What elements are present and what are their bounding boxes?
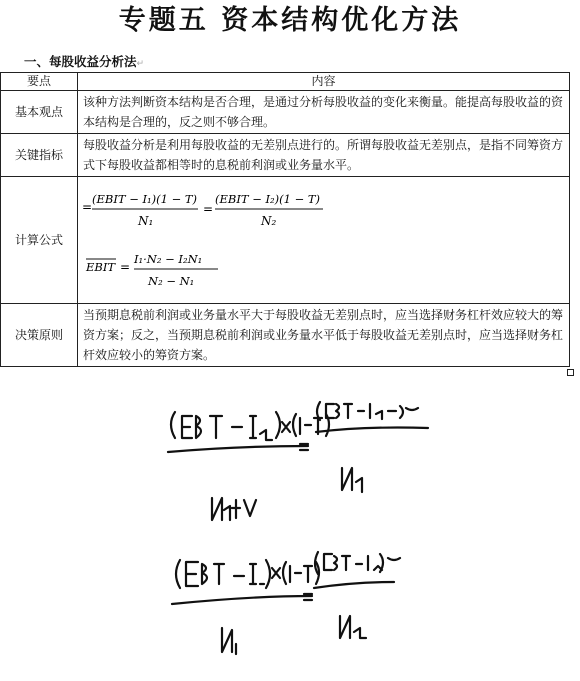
section-heading-text: 一、每股收益分析法 [24, 54, 137, 69]
row-key-key-indicator: 关键指标 [1, 134, 78, 177]
table-header-row [1, 73, 570, 91]
row-key-basic-view: 基本观点 [1, 91, 78, 134]
row-content-formula [78, 177, 570, 304]
header-key-cell: 要点 [1, 73, 78, 91]
formula1-rhs-denominator: N₂ [261, 214, 277, 228]
table-row [1, 304, 570, 367]
handwritten-notes [0, 380, 580, 681]
handwriting-drawing [0, 380, 580, 677]
formula2-numerator: I₁·N₂ − I₂N₁ [134, 252, 203, 266]
formula2-denominator: N₂ − N₁ [148, 274, 195, 288]
table-row [1, 177, 570, 304]
row-key-decision-rule: 决策原则 [1, 304, 78, 367]
equals-sign: = [203, 202, 214, 216]
formula1-rhs-numerator: (EBIT − I₂)(1 − T) [215, 192, 321, 206]
formula2-lhs: EBIT [86, 260, 116, 274]
eps-analysis-table [0, 72, 570, 367]
formula1-lhs-numerator: (EBIT − I₁)(1 − T) [92, 192, 198, 206]
formula-svg [78, 177, 573, 303]
formula1-lhs-denominator: N₁ [138, 214, 154, 228]
row-content-decision-rule: 当预期息税前利润或业务量水平大于每股收益无差别点时，应当选择财务杠杆效应较大的筹资方案；反之，当预期息税前利润或业务量水平低于每股收益无差别点时，应当选择财务杠杆效应较小的筹资方案。 [78, 304, 570, 367]
row-content-basic-view: 该种方法判断资本结构是否合理，是通过分析每股收益的变化来衡量。能提高每股收益的资本结构是合理的，反之则不够合理。 [78, 91, 570, 134]
table-resize-handle[interactable] [567, 369, 574, 376]
row-key-formula: 计算公式 [1, 177, 78, 304]
table-row [1, 91, 570, 134]
equals-sign: = [120, 260, 131, 274]
section-heading [24, 52, 144, 70]
handwritten-equation-2 [172, 552, 400, 654]
page-title: 专题五 资本结构优化方法 [118, 5, 462, 36]
equals-sign: = [82, 200, 93, 214]
header-content-cell: 内容 [78, 73, 570, 91]
paragraph-mark: ↵ [136, 59, 145, 69]
handwritten-equation-1 [168, 402, 428, 520]
row-content-key-indicator: 每股收益分析是利用每股收益的无差别点进行的。所谓每股收益无差别点，是指不同筹资方式下每股收益都相等时的息税前利润或业务量水平。 [78, 134, 570, 177]
table-row [1, 134, 570, 177]
